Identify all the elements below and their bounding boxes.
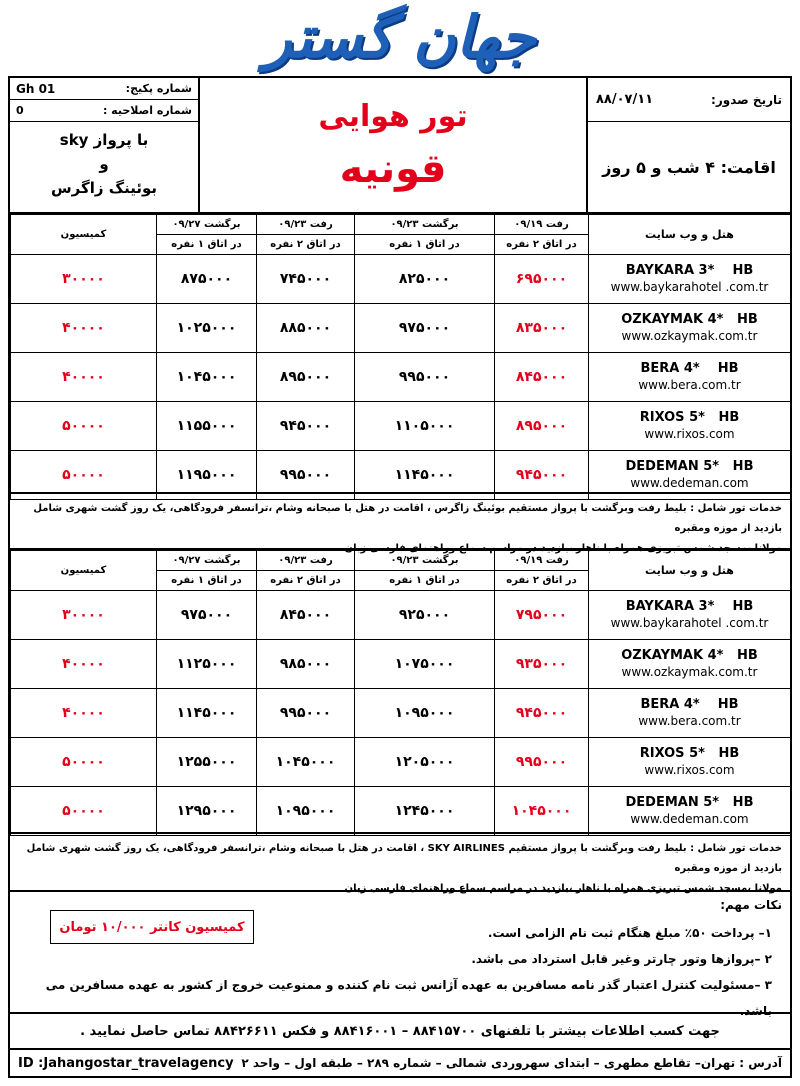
- commission-header: کمیسیون: [11, 215, 157, 255]
- commission-value: ۴۰۰۰۰: [11, 304, 157, 353]
- flight-info: [10, 122, 198, 200]
- hotel-cell: [589, 640, 791, 689]
- double-header: در اتاق ۲ نفره: [257, 235, 355, 255]
- instagram-id: ID :Jahangostar_travelagency: [18, 1055, 234, 1071]
- notes-title: نکات مهم:: [720, 898, 782, 912]
- tour-title-block: [200, 78, 586, 212]
- logo-text: جهان گستر: [264, 3, 536, 71]
- contact-info: جهت کسب اطلاعات بیشتر با تلفنهای ۸۸۴۱۵۷۰۰ – ۸۸۴۱۶۰۰۱ و فکس ۸۸۴۲۶۶۱۱ تماس حاصل نمایید .: [10, 1014, 790, 1050]
- services-2: [10, 832, 790, 894]
- price-double-go2: ۸۸۵۰۰۰: [257, 304, 355, 353]
- price-double-go1: ۹۴۵۰۰۰: [495, 451, 589, 500]
- price-row: [11, 640, 791, 689]
- important-notes: [10, 890, 790, 1018]
- package-value: Gh 01: [16, 81, 56, 96]
- hotel-cell: [589, 787, 791, 836]
- hotel-name: OZKAYMAK 4* HB: [621, 648, 758, 663]
- price-table-2: [10, 550, 791, 836]
- price-double-go1: ۸۳۵۰۰۰: [495, 304, 589, 353]
- flight-line-2: و: [99, 155, 109, 173]
- price-single-back1: ۹۲۵۰۰۰: [355, 591, 495, 640]
- price-row: [11, 689, 791, 738]
- hotel-website: www.bera.com.tr: [638, 714, 741, 728]
- price-single-back1: ۱۰۹۵۰۰۰: [355, 689, 495, 738]
- double-header: در اتاق ۲ نفره: [495, 571, 589, 591]
- price-single-back2: ۸۷۵۰۰۰: [157, 255, 257, 304]
- hotel-cell: [589, 591, 791, 640]
- address-row: [10, 1050, 790, 1076]
- back1-header: برگشت ۰۹/۲۳: [355, 215, 495, 235]
- commission-header: کمیسیون: [11, 551, 157, 591]
- services-1: [10, 492, 790, 554]
- price-single-back2: ۱۲۵۵۰۰۰: [157, 738, 257, 787]
- single-header: در اتاق ۱ نفره: [355, 571, 495, 591]
- hotel-website: www.rixos.com: [644, 763, 735, 777]
- price-single-back1: ۹۷۵۰۰۰: [355, 304, 495, 353]
- hotel-header: هتل و وب سایت: [589, 215, 791, 255]
- back1-header: برگشت ۰۹/۲۳: [355, 551, 495, 571]
- hotel-name: OZKAYMAK 4* HB: [621, 312, 758, 327]
- hotel-header: هتل و وب سایت: [589, 551, 791, 591]
- commission-value: ۵۰۰۰۰: [11, 738, 157, 787]
- commission-value: ۵۰۰۰۰: [11, 787, 157, 836]
- commission-value: ۴۰۰۰۰: [11, 640, 157, 689]
- price-double-go1: ۸۴۵۰۰۰: [495, 353, 589, 402]
- price-row: [11, 255, 791, 304]
- price-row: [11, 787, 791, 836]
- package-info: [10, 78, 200, 212]
- price-row: [11, 402, 791, 451]
- hotel-website: www.baykarahotel .com.tr: [610, 616, 769, 630]
- back2-header: برگشت ۰۹/۲۷: [157, 215, 257, 235]
- hotel-name: BERA 4* HB: [640, 361, 739, 376]
- hotel-name: RIXOS 5* HB: [639, 410, 740, 425]
- single-header: در اتاق ۱ نفره: [157, 571, 257, 591]
- price-double-go2: ۱۰۴۵۰۰۰: [257, 738, 355, 787]
- price-double-go2: ۹۴۵۰۰۰: [257, 402, 355, 451]
- hotel-cell: [589, 304, 791, 353]
- hotel-name: BERA 4* HB: [640, 697, 739, 712]
- single-header: در اتاق ۱ نفره: [355, 235, 495, 255]
- price-single-back2: ۱۰۲۵۰۰۰: [157, 304, 257, 353]
- commission-value: ۳۰۰۰۰: [11, 255, 157, 304]
- price-single-back1: ۱۲۰۵۰۰۰: [355, 738, 495, 787]
- price-double-go1: ۹۹۵۰۰۰: [495, 738, 589, 787]
- price-double-go2: ۹۸۵۰۰۰: [257, 640, 355, 689]
- hotel-website: www.ozkaymak.com.tr: [621, 329, 758, 343]
- double-header: در اتاق ۲ نفره: [495, 235, 589, 255]
- package-label: شماره پکیج:: [125, 82, 192, 95]
- issue-block: [586, 78, 790, 212]
- note-item: ۲ –پروازها وتور چارتر وغیر قابل استرداد می باشد.: [471, 952, 772, 966]
- issue-row: [588, 78, 790, 122]
- price-row: [11, 738, 791, 787]
- price-double-go2: ۱۰۹۵۰۰۰: [257, 787, 355, 836]
- counter-commission-box: کمیسیون کانتر ۱۰/۰۰۰ تومان: [50, 910, 254, 944]
- price-single-back2: ۹۷۵۰۰۰: [157, 591, 257, 640]
- price-single-back1: ۱۱۰۵۰۰۰: [355, 402, 495, 451]
- hotel-website: www.ozkaymak.com.tr: [621, 665, 758, 679]
- commission-value: ۳۰۰۰۰: [11, 591, 157, 640]
- commission-value: ۵۰۰۰۰: [11, 451, 157, 500]
- double-header: در اتاق ۲ نفره: [257, 571, 355, 591]
- issue-date: ۸۸/۰۷/۱۱: [596, 92, 654, 107]
- issue-label: تاریخ صدور:: [711, 92, 782, 107]
- price-single-back1: ۱۱۴۵۰۰۰: [355, 451, 495, 500]
- hotel-website: www.dedeman.com: [630, 812, 749, 826]
- go2-header: رفت ۰۹/۲۳: [257, 551, 355, 571]
- services-1-line-1: خدمات تور شامل : بلیط رفت وبرگشت با پرواز مستقیم بوئینگ زاگرس ، اقامت در هتل با صبحانه وشام ،ترانسفر فرودگاهی، یک روز گشت شهری شامل بازدید از موزه ومقبره: [33, 503, 782, 534]
- price-single-back2: ۱۱۹۵۰۰۰: [157, 451, 257, 500]
- price-double-go1: ۹۳۵۰۰۰: [495, 640, 589, 689]
- tour-sheet: [8, 76, 792, 1078]
- price-single-back2: ۱۱۵۵۰۰۰: [157, 402, 257, 451]
- hotel-name: DEDEMAN 5* HB: [625, 795, 754, 810]
- single-header: در اتاق ۱ نفره: [157, 235, 257, 255]
- commission-value: ۵۰۰۰۰: [11, 402, 157, 451]
- address-text: آدرس : تهران– تقاطع مطهری – ابتدای سهروردی شمالی – شماره ۲۸۹ – طبقه اول – واحد ۲: [241, 1056, 782, 1070]
- price-row: [11, 591, 791, 640]
- price-single-back1: ۸۲۵۰۰۰: [355, 255, 495, 304]
- price-single-back1: ۹۹۵۰۰۰: [355, 353, 495, 402]
- price-double-go2: ۷۴۵۰۰۰: [257, 255, 355, 304]
- price-double-go2: ۸۹۵۰۰۰: [257, 353, 355, 402]
- services-2-line-1: خدمات تور شامل : بلیط رفت وبرگشت با پرواز مستقیم SKY AIRLINES ، اقامت در هتل با صبحانه وشام ،ترانسفر فرودگاهی، یک روز گشت شهری شامل بازدید از موزه ومقبره: [26, 843, 782, 874]
- services-2-line-2: مولانا ،مسجد شمس تبریزی همراه با ناهار ،بازدید در مراسم سماع وراهنمای فارسی زبان: [344, 883, 782, 894]
- commission-value: ۴۰۰۰۰: [11, 353, 157, 402]
- price-row: [11, 353, 791, 402]
- stay-duration: اقامت: ۴ شب و ۵ روز: [602, 157, 776, 177]
- flight-line-1: با پرواز sky: [59, 131, 149, 149]
- hotel-cell: [589, 255, 791, 304]
- price-row: [11, 304, 791, 353]
- flight-line-3: بوئینگ زاگرس: [50, 179, 158, 197]
- price-double-go1: ۱۰۴۵۰۰۰: [495, 787, 589, 836]
- revision-row: [10, 100, 198, 122]
- price-single-back2: ۱۲۹۵۰۰۰: [157, 787, 257, 836]
- hotel-cell: [589, 402, 791, 451]
- back2-header: برگشت ۰۹/۲۷: [157, 551, 257, 571]
- price-single-back2: ۱۱۴۵۰۰۰: [157, 689, 257, 738]
- tour-title: تور هوایی: [318, 98, 468, 134]
- company-logo: [0, 0, 800, 74]
- hotel-website: www.bera.com.tr: [638, 378, 741, 392]
- hotel-cell: [589, 353, 791, 402]
- hotel-website: www.rixos.com: [644, 427, 735, 441]
- price-double-go1: ۷۹۵۰۰۰: [495, 591, 589, 640]
- note-item: ۱– پرداخت ۵۰٪ مبلغ هنگام ثبت نام الزامی است.: [487, 926, 772, 940]
- price-double-go1: ۶۹۵۰۰۰: [495, 255, 589, 304]
- hotel-website: www.baykarahotel .com.tr: [610, 280, 769, 294]
- go1-header: رفت ۰۹/۱۹: [495, 551, 589, 571]
- hotel-name: BAYKARA 3* HB: [625, 263, 754, 278]
- price-single-back2: ۱۰۴۵۰۰۰: [157, 353, 257, 402]
- go2-header: رفت ۰۹/۲۳: [257, 215, 355, 235]
- hotel-cell: [589, 689, 791, 738]
- hotel-name: DEDEMAN 5* HB: [625, 459, 754, 474]
- price-double-go1: ۹۴۵۰۰۰: [495, 689, 589, 738]
- revision-value: 0: [16, 104, 24, 117]
- hotel-website: www.dedeman.com: [630, 476, 749, 490]
- price-single-back1: ۱۰۷۵۰۰۰: [355, 640, 495, 689]
- commission-value: ۴۰۰۰۰: [11, 689, 157, 738]
- price-single-back2: ۱۱۲۵۰۰۰: [157, 640, 257, 689]
- services-1-line-2: مولانا ،مسجد شمس تبریزی همراه با ناهار ،بازدید در مراسم سماع وراهنمای فارسی زبان .: [337, 543, 782, 554]
- price-double-go2: ۸۴۵۰۰۰: [257, 591, 355, 640]
- revision-label: شماره اصلاحیه :: [102, 104, 192, 117]
- tour-header: [10, 78, 790, 214]
- price-table-1: [10, 214, 791, 500]
- hotel-name: BAYKARA 3* HB: [625, 599, 754, 614]
- price-double-go2: ۹۹۵۰۰۰: [257, 689, 355, 738]
- hotel-cell: [589, 738, 791, 787]
- price-single-back1: ۱۲۴۵۰۰۰: [355, 787, 495, 836]
- package-row: [10, 78, 198, 100]
- price-double-go1: ۸۹۵۰۰۰: [495, 402, 589, 451]
- price-double-go2: ۹۹۵۰۰۰: [257, 451, 355, 500]
- go1-header: رفت ۰۹/۱۹: [495, 215, 589, 235]
- city-title: قونیه: [339, 145, 447, 192]
- note-item: ۳ –مسئولیت کنترل اعتبار گذر نامه مسافرین به عهده آژانس ثبت نام کننده و ممنوعیت خروج از کشور به عهده مسافرین می باشد.: [45, 978, 772, 1018]
- hotel-name: RIXOS 5* HB: [639, 746, 740, 761]
